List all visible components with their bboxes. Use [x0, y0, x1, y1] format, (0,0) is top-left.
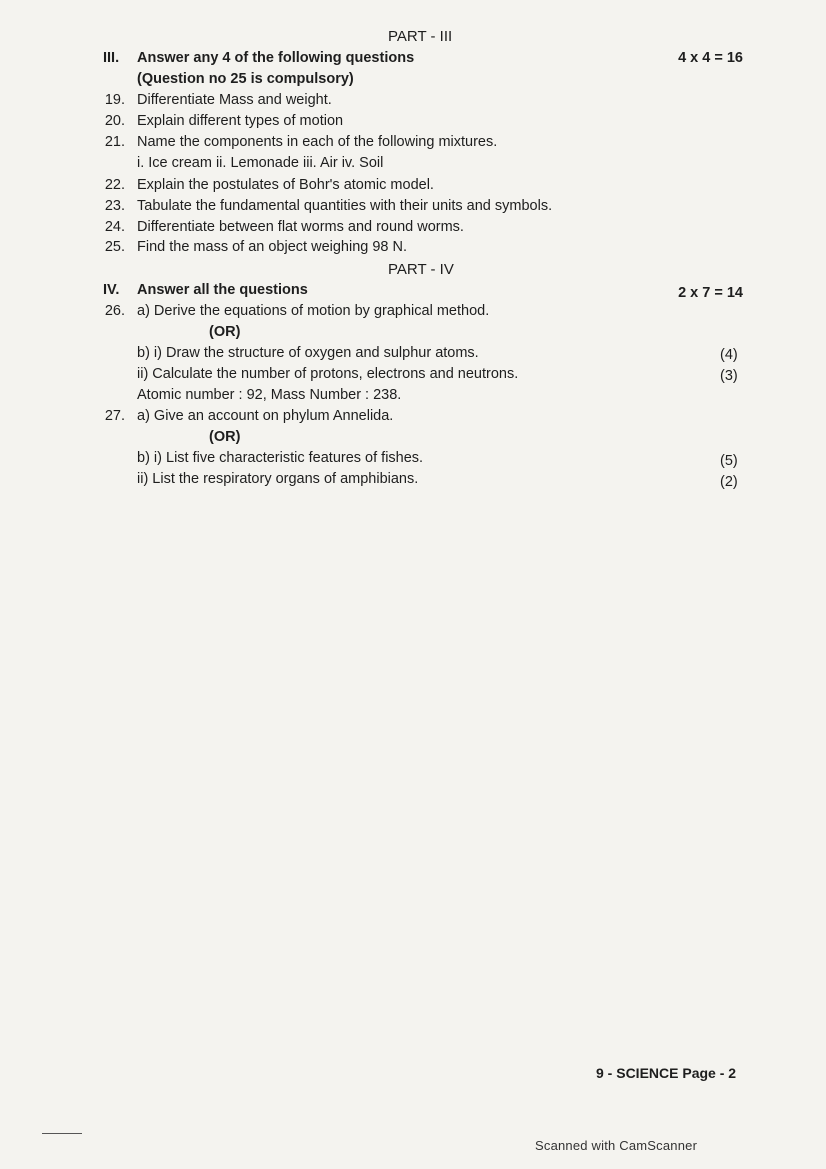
- question-number: 20.: [104, 113, 125, 129]
- question-27-b1: b) i) List five characteristic features of fishes.: [137, 450, 424, 466]
- section-4-number: IV.: [103, 282, 120, 298]
- question-26-a: a) Derive the equations of motion by graphical method.: [137, 303, 490, 319]
- question-number: 25.: [104, 239, 125, 255]
- question-26-b2-marks: (3): [720, 368, 738, 384]
- scanner-watermark: Scanned with CamScanner: [535, 1138, 698, 1153]
- question-26-b1: b) i) Draw the structure of oxygen and sulphur atoms.: [137, 345, 479, 361]
- question-subtext: i. Ice cream ii. Lemonade iii. Air iv. Soil: [137, 155, 384, 171]
- question-number: 27.: [104, 408, 125, 424]
- question-text: Name the components in each of the following mixtures.: [137, 134, 498, 150]
- question-26-b1-marks: (4): [720, 347, 738, 363]
- question-number: 23.: [104, 198, 125, 214]
- question-26-b3: Atomic number : 92, Mass Number : 238.: [137, 387, 402, 403]
- section-4-instruction: Answer all the questions: [137, 282, 308, 298]
- question-number: 19.: [104, 92, 125, 108]
- footer-divider: [42, 1133, 82, 1134]
- question-text: Find the mass of an object weighing 98 N.: [137, 239, 408, 255]
- section-3-note: (Question no 25 is compulsory): [137, 71, 354, 87]
- question-number: 26.: [104, 303, 125, 319]
- question-text: Differentiate between flat worms and round worms.: [137, 219, 464, 235]
- question-number: 22.: [104, 177, 125, 193]
- section-4-marks: 2 x 7 = 14: [678, 285, 743, 301]
- question-number: 21.: [104, 134, 125, 150]
- question-text: Differentiate Mass and weight.: [137, 92, 332, 108]
- page-footer-label: 9 - SCIENCE Page - 2: [596, 1065, 737, 1081]
- question-27-b1-marks: (5): [720, 453, 738, 469]
- question-27-a: a) Give an account on phylum Annelida.: [137, 408, 394, 424]
- or-label: (OR): [209, 324, 241, 340]
- or-label: (OR): [209, 429, 241, 445]
- part-4-heading: PART - IV: [388, 261, 454, 278]
- question-26-b2: ii) Calculate the number of protons, electrons and neutrons.: [137, 366, 519, 382]
- section-3-marks: 4 x 4 = 16: [678, 50, 743, 66]
- question-text: Tabulate the fundamental quantities with their units and symbols.: [137, 198, 553, 214]
- question-text: Explain different types of motion: [137, 113, 344, 129]
- question-text: Explain the postulates of Bohr's atomic model.: [137, 177, 434, 193]
- section-3-number: III.: [103, 50, 120, 66]
- section-3-instruction: Answer any 4 of the following questions: [137, 50, 415, 66]
- question-number: 24.: [104, 219, 125, 235]
- question-27-b2: ii) List the respiratory organs of amphibians.: [137, 471, 419, 487]
- part-3-heading: PART - III: [388, 28, 453, 45]
- question-27-b2-marks: (2): [720, 474, 738, 490]
